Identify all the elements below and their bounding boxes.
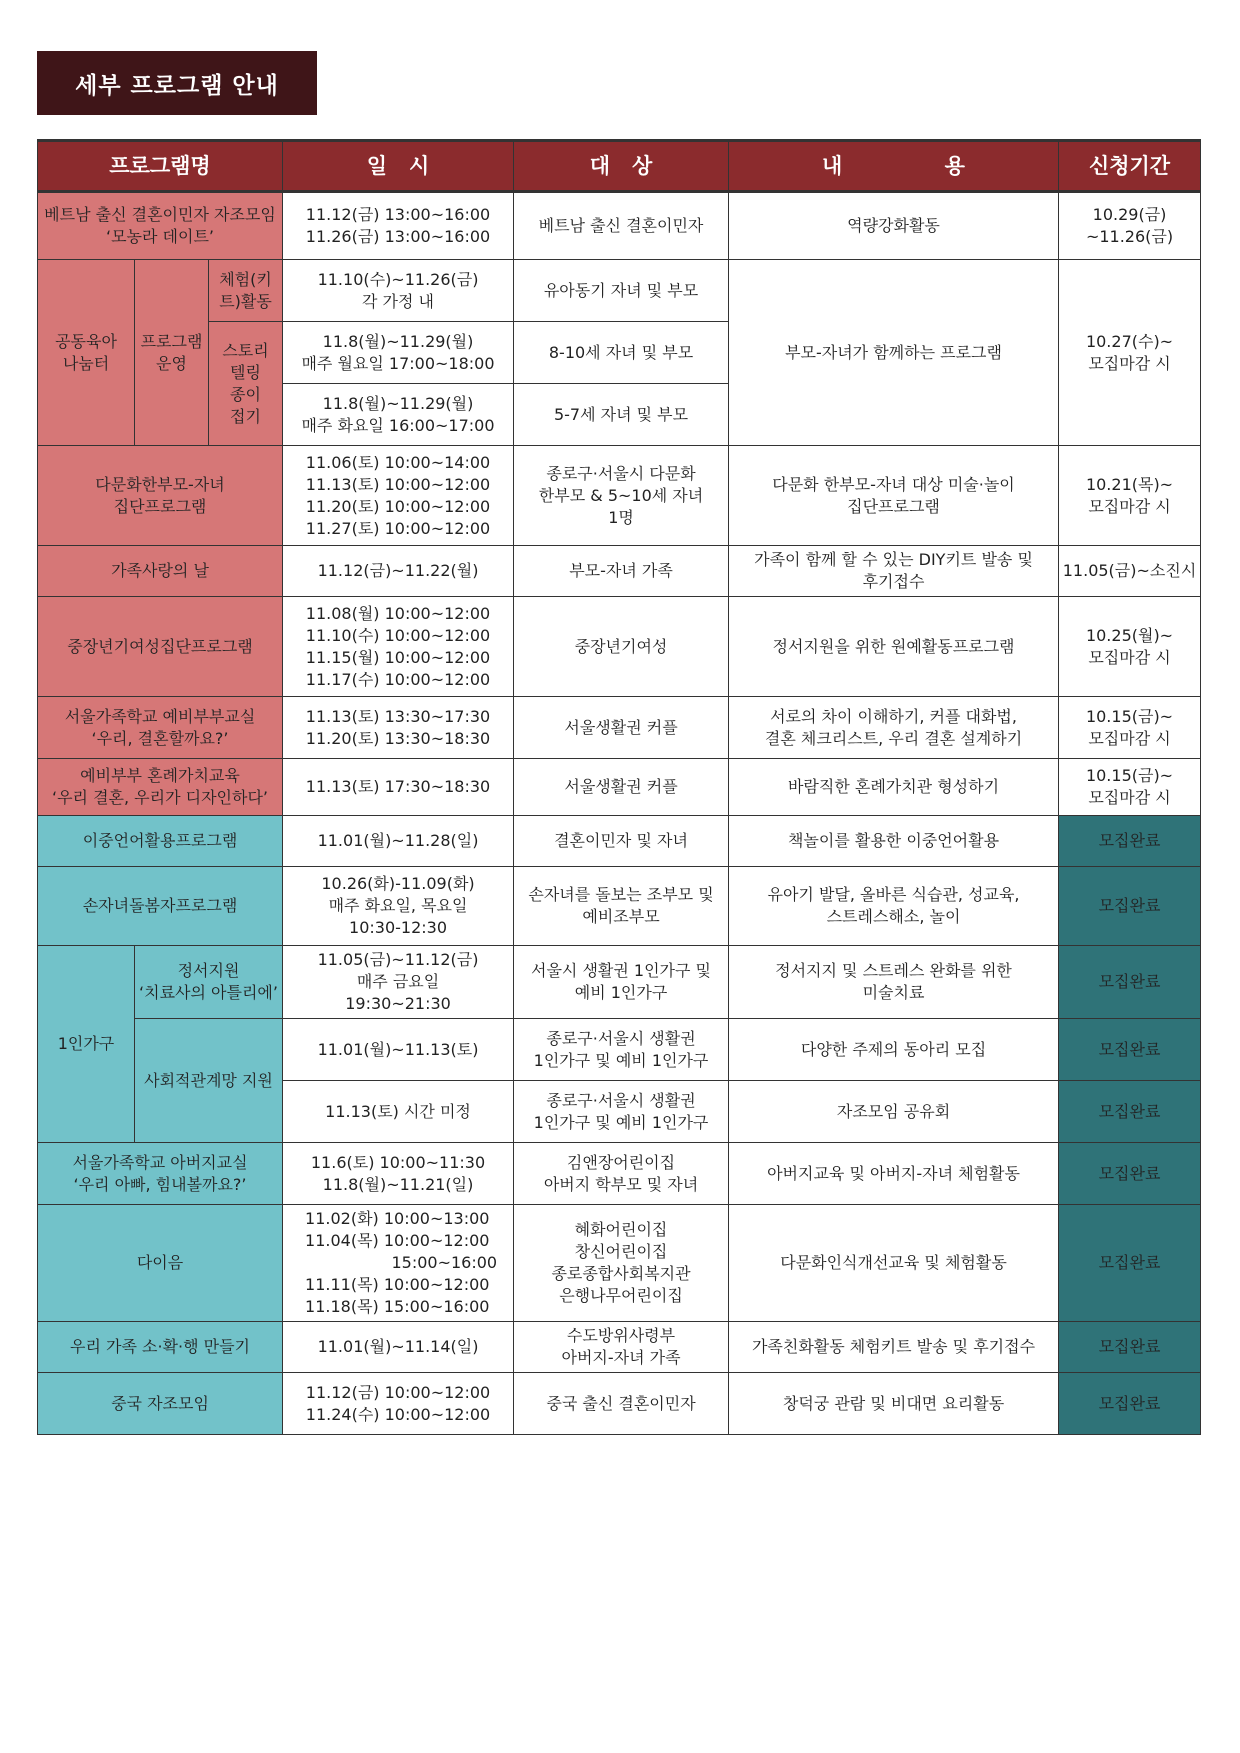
header-program-name: 프로그램명 xyxy=(38,141,283,192)
program-target: 종로구·서울시 생활권 1인가구 및 예비 1인가구 xyxy=(514,1019,729,1081)
header-content: 내 용 xyxy=(729,141,1059,192)
program-target: 부모-자녀 가족 xyxy=(514,546,729,597)
program-content: 다문화인식개선교육 및 체험활동 xyxy=(729,1205,1059,1322)
program-name: 1인가구 xyxy=(38,946,135,1143)
program-subname: 프로그램 운영 xyxy=(135,260,209,446)
program-period-closed: 모집완료 xyxy=(1059,867,1201,946)
table-row xyxy=(38,260,1201,322)
table-row xyxy=(38,697,1201,759)
program-date: 11.12(금)~11.22(월) xyxy=(283,546,514,597)
program-date: 11.13(토) 13:30~17:30 11.20(토) 13:30~18:30 xyxy=(283,697,514,759)
program-date: 11.01(월)~11.14(일) xyxy=(283,1322,514,1373)
program-period-closed: 모집완료 xyxy=(1059,1019,1201,1081)
program-date: 11.02(화) 10:00~13:00 11.04(목) 10:00~12:00 15:00~16:00 11.11(목) 10:00~12:00 11.18(목) 15:00~16:00 xyxy=(283,1205,514,1322)
program-content: 부모-자녀가 함께하는 프로그램 xyxy=(729,260,1059,446)
program-date: 11.01(월)~11.13(토) xyxy=(283,1019,514,1081)
program-date: 11.05(금)~11.12(금) 매주 금요일 19:30~21:30 xyxy=(283,946,514,1019)
program-content: 역량강화활동 xyxy=(729,192,1059,260)
program-content: 책놀이를 활용한 이중언어활용 xyxy=(729,816,1059,867)
program-date: 10.26(화)-11.09(화) 매주 화요일, 목요일 10:30-12:30 xyxy=(283,867,514,946)
program-name: 중장년기여성집단프로그램 xyxy=(38,597,283,697)
program-name: 다이음 xyxy=(38,1205,283,1322)
program-target: 유아동기 자녀 및 부모 xyxy=(514,260,729,322)
program-target: 결혼이민자 및 자녀 xyxy=(514,816,729,867)
program-period-closed: 모집완료 xyxy=(1059,1373,1201,1435)
table-row xyxy=(38,446,1201,546)
program-date: 11.13(토) 시간 미정 xyxy=(283,1081,514,1143)
program-name: 가족사랑의 날 xyxy=(38,546,283,597)
program-date: 11.8(월)~11.29(월) 매주 화요일 16:00~17:00 xyxy=(283,384,514,446)
header-target: 대 상 xyxy=(514,141,729,192)
header-date: 일 시 xyxy=(283,141,514,192)
program-period-closed: 모집완료 xyxy=(1059,1322,1201,1373)
program-content: 정서지원을 위한 원예활동프로그램 xyxy=(729,597,1059,697)
program-content: 유아기 발달, 올바른 식습관, 성교육, 스트레스해소, 놀이 xyxy=(729,867,1059,946)
program-target: 베트남 출신 결혼이민자 xyxy=(514,192,729,260)
program-name: 베트남 출신 결혼이민자 자조모임 ‘모농라 데이트’ xyxy=(38,192,283,260)
program-period: 10.15(금)~ 모집마감 시 xyxy=(1059,759,1201,816)
program-date: 11.12(금) 10:00~12:00 11.24(수) 10:00~12:00 xyxy=(283,1373,514,1435)
program-period: 10.21(목)~ 모집마감 시 xyxy=(1059,446,1201,546)
table-row xyxy=(38,1143,1201,1205)
program-content: 가족친화활동 체험키트 발송 및 후기접수 xyxy=(729,1322,1059,1373)
program-period: 10.29(금) ~11.26(금) xyxy=(1059,192,1201,260)
program-name: 중국 자조모임 xyxy=(38,1373,283,1435)
program-date: 11.6(토) 10:00~11:30 11.8(월)~11.21(일) xyxy=(283,1143,514,1205)
table-row xyxy=(38,1205,1201,1322)
program-content: 아버지교육 및 아버지-자녀 체험활동 xyxy=(729,1143,1059,1205)
program-target: 5-7세 자녀 및 부모 xyxy=(514,384,729,446)
program-period-closed: 모집완료 xyxy=(1059,1143,1201,1205)
program-date: 11.01(월)~11.28(일) xyxy=(283,816,514,867)
program-date: 11.13(토) 17:30~18:30 xyxy=(283,759,514,816)
program-target: 중장년기여성 xyxy=(514,597,729,697)
program-name: 우리 가족 소·확·행 만들기 xyxy=(38,1322,283,1373)
program-period-closed: 모집완료 xyxy=(1059,946,1201,1019)
program-target: 김앤장어린이집 아버지 학부모 및 자녀 xyxy=(514,1143,729,1205)
program-target: 종로구·서울시 생활권 1인가구 및 예비 1인가구 xyxy=(514,1081,729,1143)
program-subname: 정서지원 ‘치료사의 아틀리에’ xyxy=(135,946,283,1019)
program-content: 가족이 함께 할 수 있는 DIY키트 발송 및 후기접수 xyxy=(729,546,1059,597)
program-name: 공동육아 나눔터 xyxy=(38,260,135,446)
program-name: 서울가족학교 아버지교실 ‘우리 아빠, 힘내볼까요?’ xyxy=(38,1143,283,1205)
program-content: 다양한 주제의 동아리 모집 xyxy=(729,1019,1059,1081)
program-period: 10.25(월)~ 모집마감 시 xyxy=(1059,597,1201,697)
program-target: 종로구·서울시 다문화 한부모 & 5~10세 자녀 1명 xyxy=(514,446,729,546)
header-period: 신청기간 xyxy=(1059,141,1201,192)
program-subname-detail: 스토리 텔링 종이 접기 xyxy=(209,322,283,446)
table-row xyxy=(38,946,1201,1019)
program-period-closed: 모집완료 xyxy=(1059,816,1201,867)
table-row xyxy=(38,546,1201,597)
program-date: 11.8(월)~11.29(월) 매주 월요일 17:00~18:00 xyxy=(283,322,514,384)
program-target: 8-10세 자녀 및 부모 xyxy=(514,322,729,384)
program-content: 서로의 차이 이해하기, 커플 대화법, 결혼 체크리스트, 우리 결혼 설계하기 xyxy=(729,697,1059,759)
program-name: 손자녀돌봄자프로그램 xyxy=(38,867,283,946)
table-row xyxy=(38,867,1201,946)
program-target: 수도방위사령부 아버지-자녀 가족 xyxy=(514,1322,729,1373)
program-name: 예비부부 혼례가치교육 ‘우리 결혼, 우리가 디자인하다’ xyxy=(38,759,283,816)
table-row xyxy=(38,1019,1201,1081)
program-content: 바람직한 혼례가치관 형성하기 xyxy=(729,759,1059,816)
program-date: 11.12(금) 13:00~16:00 11.26(금) 13:00~16:00 xyxy=(283,192,514,260)
program-period: 11.05(금)~소진시 xyxy=(1059,546,1201,597)
program-content: 창덕궁 관람 및 비대면 요리활동 xyxy=(729,1373,1059,1435)
program-date: 11.10(수)~11.26(금) 각 가정 내 xyxy=(283,260,514,322)
program-table xyxy=(37,139,1201,1435)
table-row xyxy=(38,192,1201,260)
program-content: 다문화 한부모-자녀 대상 미술·놀이 집단프로그램 xyxy=(729,446,1059,546)
program-period-closed: 모집완료 xyxy=(1059,1205,1201,1322)
program-target: 혜화어린이집 창신어린이집 종로종합사회복지관 은행나무어린이집 xyxy=(514,1205,729,1322)
table-row xyxy=(38,759,1201,816)
table-row xyxy=(38,1322,1201,1373)
program-name: 다문화한부모-자녀 집단프로그램 xyxy=(38,446,283,546)
program-date: 11.08(월) 10:00~12:00 11.10(수) 10:00~12:00 11.15(월) 10:00~12:00 11.17(수) 10:00~12:00 xyxy=(283,597,514,697)
program-date: 11.06(토) 10:00~14:00 11.13(토) 10:00~12:00 11.20(토) 10:00~12:00 11.27(토) 10:00~12:00 xyxy=(283,446,514,546)
program-name: 서울가족학교 예비부부교실 ‘우리, 결혼할까요?’ xyxy=(38,697,283,759)
program-content: 정서지지 및 스트레스 완화를 위한 미술치료 xyxy=(729,946,1059,1019)
program-subname: 사회적관계망 지원 xyxy=(135,1019,283,1143)
program-target: 서울생활권 커플 xyxy=(514,697,729,759)
table-header-row xyxy=(38,141,1201,192)
table-row xyxy=(38,1373,1201,1435)
program-target: 손자녀를 돌보는 조부모 및 예비조부모 xyxy=(514,867,729,946)
program-content: 자조모임 공유회 xyxy=(729,1081,1059,1143)
program-period-closed: 모집완료 xyxy=(1059,1081,1201,1143)
page-title: 세부 프로그램 안내 xyxy=(37,51,317,115)
program-target: 서울생활권 커플 xyxy=(514,759,729,816)
program-target: 중국 출신 결혼이민자 xyxy=(514,1373,729,1435)
table-row xyxy=(38,816,1201,867)
program-subname-detail: 체험(키 트)활동 xyxy=(209,260,283,322)
program-target: 서울시 생활권 1인가구 및 예비 1인가구 xyxy=(514,946,729,1019)
table-row xyxy=(38,597,1201,697)
program-period: 10.27(수)~ 모집마감 시 xyxy=(1059,260,1201,446)
program-name: 이중언어활용프로그램 xyxy=(38,816,283,867)
program-period: 10.15(금)~ 모집마감 시 xyxy=(1059,697,1201,759)
